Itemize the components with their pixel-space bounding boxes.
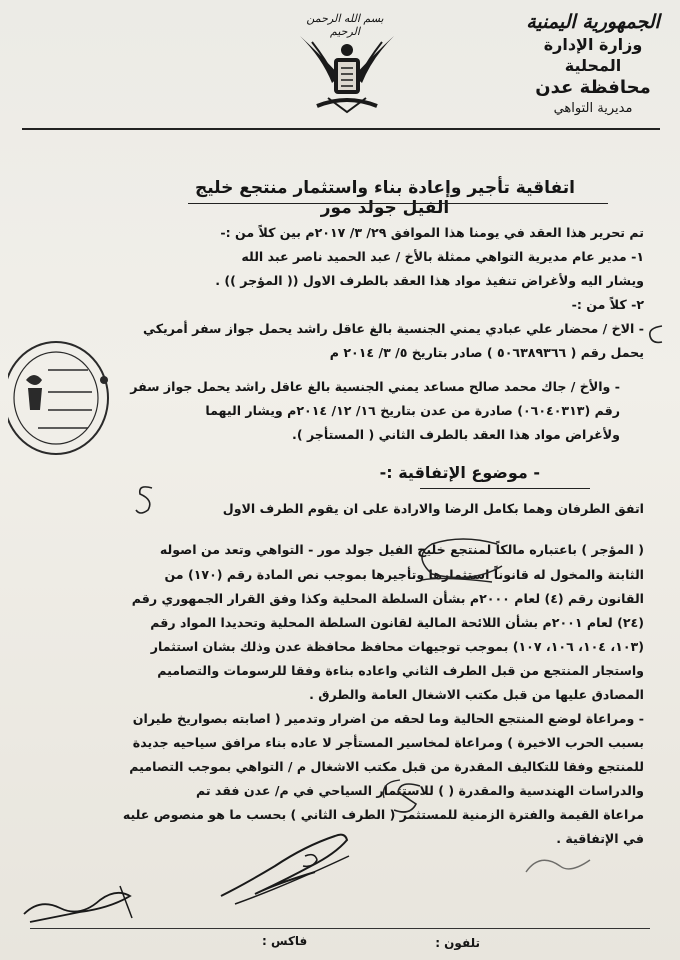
handwritten-s-icon	[380, 778, 440, 818]
document-title: اتفاقية تأجير وإعادة بناء واستثمار منتجع خليج الفيل جولد مور	[194, 178, 575, 218]
letterhead	[518, 10, 668, 119]
body-line: ولأغراض مواد هذا العقد بالطرف الثاني ( المستأجر ).	[292, 427, 620, 442]
basmala: بسم الله الرحمن الرحيم	[306, 12, 384, 38]
letterhead-ministry: وزارة الإدارة المحلية	[543, 35, 643, 75]
body-line: (٢٤) لعام ٢٠٠١م بشأن اللائحة المالية لقانون السلطة المحلية وتحديدا المواد رقم	[150, 615, 644, 630]
body-line: المصادق عليها من قبل مكتب الاشغال العامة والطرق .	[309, 687, 644, 702]
body-line: ( المؤجر ) باعتباره مالكاً لمنتجع خليج الفيل جولد مور - التواهي وتعد من اصوله	[159, 542, 644, 557]
body-line: مراعاة القيمة والفترة الزمنية للمستثمر ( الطرف الثاني ) بحسب ما هو منصوص عليه	[122, 807, 644, 822]
section-heading: - موضوع الإتفاقية :-	[379, 463, 540, 482]
body-line: واستجار المنتجع من قبل الطرف الثاني واعاده بناءة وفقا للرسومات والتصاميم	[157, 663, 644, 678]
body-line: اتفق الطرفان وهما بكامل الرضا والارادة على ان يقوم الطرف الاول	[222, 501, 644, 516]
body-line: رقم (٠٦٠٤٠٣١٣) صادرة من عدن بتاريخ ١٦/ ١٢/ ٢٠١٤م ويشار اليهما	[205, 403, 620, 418]
signature-icon	[20, 878, 150, 928]
body-line: بسبب الحرب الاخيرة ) ومراعاة لمخاسير المستأجر لا عاده بناء مرافق سياحيه جديدة	[132, 735, 644, 750]
body-line: في الإتفاقية .	[556, 831, 644, 846]
footer-divider	[30, 928, 650, 929]
title-underline	[188, 203, 608, 204]
letterhead-country: الجمهورية اليمنية	[526, 11, 660, 33]
handwritten-mark-icon	[646, 322, 666, 348]
body-line: ٢- كلاً من :-	[571, 297, 644, 312]
section-underline	[420, 488, 590, 489]
body-line: القانون رقم (٤) لعام ٢٠٠٠م بشأن السلطة المحلية وكذا وفق القرار الجمهوري رقم	[131, 591, 644, 606]
body-line: - الاخ / محضار علي عبادي يمني الجنسية بالغ عاقل راشد يحمل جواز سفر أمريكي	[142, 321, 644, 336]
signature-icon	[215, 826, 355, 906]
signature-icon	[520, 842, 620, 892]
body-line: - ومراعاة لوضع المنتجع الحالية وما لحقه من اضرار وتدمير ( اصابته بصواريخ طيران	[132, 711, 644, 726]
header-divider	[22, 128, 660, 130]
handwritten-s-icon	[130, 482, 160, 518]
handwritten-circle-icon	[402, 536, 512, 586]
official-stamp-icon	[8, 340, 114, 456]
body-line: يحمل رقم ( ٥٠٦٣٨٩٣٦٦ ) صادر بتاريخ ٥/ ٣/ ٢٠١٤ م	[329, 345, 644, 360]
letterhead-governorate: محافظة عدن	[535, 77, 651, 98]
body-line: تم تحرير هذا العقد في يومنا هذا الموافق ٢٩/ ٣/ ٢٠١٧م بين كلاً من :-	[220, 225, 644, 240]
body-line: ١- مدير عام مديرية التواهي ممثلة بالأخ / عبد الحميد ناصر عبد الله	[241, 249, 644, 264]
body-line: (١٠٣، ١٠٤، ١٠٦، ١٠٧) بموجب توجيهات محافظ محافظة عدن وذلك بشان استثمار	[150, 639, 644, 654]
letterhead-directorate: مديرية التواهي	[553, 101, 633, 116]
body-line: الثابتة والمخول له قانوناً استثمارها وتأجيرها بموجب نص المادة رقم (١٧٠) من	[164, 567, 644, 582]
footer-fax-label: فاكس :	[262, 934, 308, 948]
body-line: والدراسات الهندسية والمقدرة ( ) للاستثمار السياحي في م/ عدن فقد تم	[195, 783, 644, 798]
body-line: ويشار اليه ولأغراض تنفيذ مواد هذا العقد بالطرف الاول (( المؤجر )) .	[215, 273, 644, 288]
eagle-emblem-icon	[292, 28, 402, 118]
footer-phone-label: تلفون :	[435, 936, 480, 950]
body-line: - والأخ / جاك محمد صالح مساعد يمني الجنسية بالغ عاقل راشد يحمل جواز سفر	[130, 379, 620, 394]
body-line: للمنتجع وفقا للتكاليف المقدرة من قبل مكتب الاشغال م / التواهي بموجب التصاميم	[129, 759, 644, 774]
